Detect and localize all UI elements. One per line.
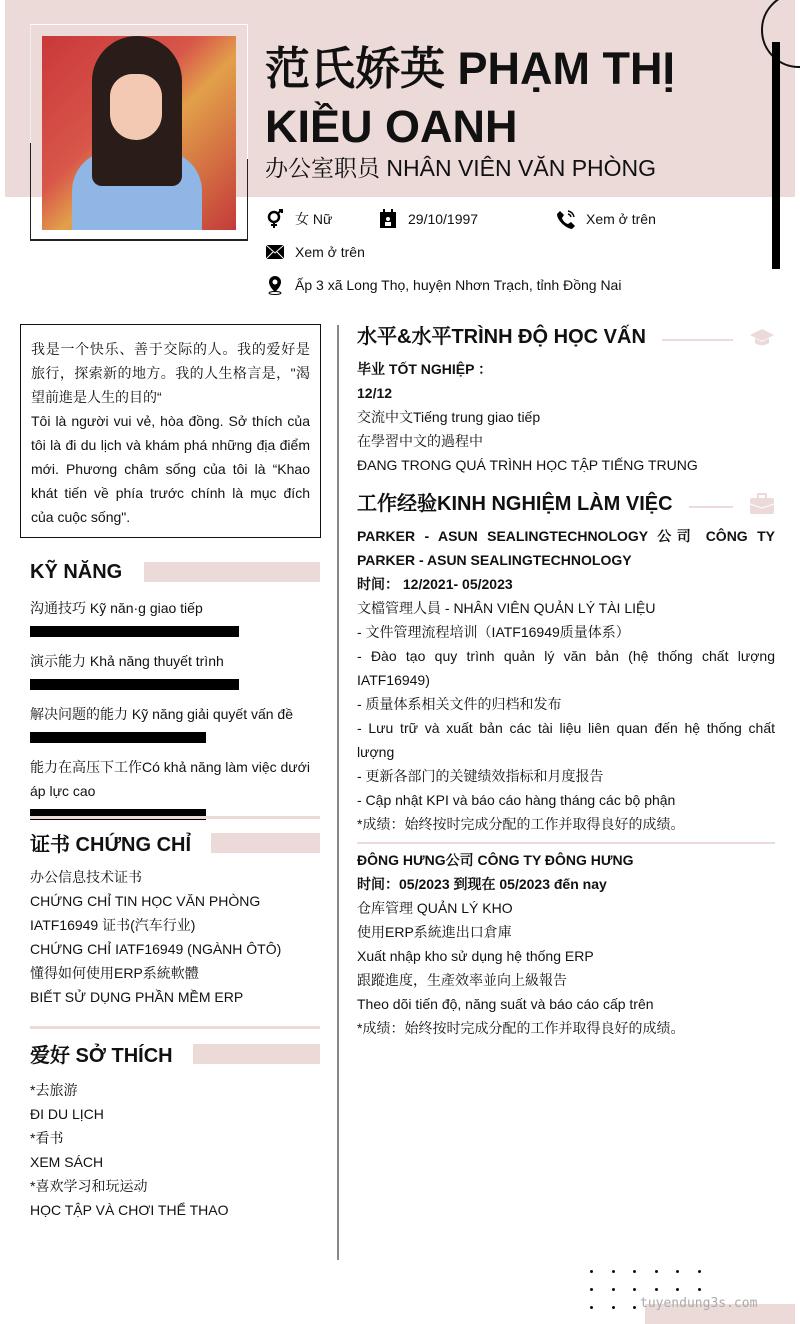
job-line: 跟蹤進度，生產效率並向上級報告 <box>357 972 567 988</box>
email-text: Xem ở trên <box>295 244 365 260</box>
job-line: 使用ERP系統進出口倉庫 <box>357 924 512 940</box>
job-line: - Cập nhật KPI và báo cáo hàng tháng các bộ phận <box>357 792 676 808</box>
bio-box <box>20 324 321 538</box>
section-accent <box>193 1044 320 1064</box>
job-company: PARKER - ASUN SEALINGTECHNOLOGY 公司 CÔNG TY PARKER - ASUN SEALINGTECHNOLOGY <box>357 528 775 568</box>
skill-label: 能力在高压下工作Có khả năng làm việc dưới áp lực cao <box>30 759 310 799</box>
job-company: ĐÔNG HƯNG公司 CÔNG TY ĐÔNG HƯNG <box>357 852 634 868</box>
education-grade: 12/12 <box>357 385 393 401</box>
hobby-item: XEM SÁCH <box>30 1154 104 1170</box>
location-pin-icon <box>265 275 285 295</box>
column-divider <box>337 325 339 1260</box>
education-section <box>357 325 775 477</box>
profile-photo <box>42 36 236 230</box>
education-degree: 毕业 TỐT NGHIỆP ： <box>357 361 493 377</box>
skill-label: 解决问题的能力 Kỹ năng giải quyết vấn đề <box>30 706 294 722</box>
job-line: - 质量体系相关文件的归档和发布 <box>357 696 562 712</box>
hobby-item: *去旅游 <box>30 1082 78 1098</box>
skill-level-bar <box>30 679 239 690</box>
dot <box>698 1288 701 1291</box>
gender-text: 女 Nữ <box>295 211 333 227</box>
section-accent <box>211 833 320 853</box>
email <box>265 242 365 262</box>
job-time: 时间： 12/2021- 05/2023 <box>357 576 513 592</box>
skill-level-bar <box>30 732 206 743</box>
bio-chinese: 我是一个快乐、善于交际的人。我的爱好是旅行，探索新的地方。我的人生格言是，"渴望前進是人生的目的“ <box>31 341 310 405</box>
birthday-text: 29/10/1997 <box>408 211 479 227</box>
skills-section <box>30 560 320 832</box>
dot <box>655 1270 658 1273</box>
certificate-item: BIẾT SỬ DỤNG PHẦN MỀM ERP <box>30 989 244 1005</box>
graduation-cap-icon <box>749 327 775 347</box>
job-time: 时间：05/2023 到现在 05/2023 đến nay <box>357 876 607 892</box>
job-line: 文檔管理人員 - NHÂN VIÊN QUẢN LÝ TÀI LIỆU <box>357 600 656 616</box>
envelope-icon <box>265 242 285 262</box>
job-line: - Lưu trữ và xuất bản các tài liệu liên quan đến hệ thống chất lượng <box>357 720 775 760</box>
certificate-item: 办公信息技术证书 <box>30 869 142 885</box>
education-line: ĐANG TRONG QUÁ TRÌNH HỌC TẬP TIẾNG TRUNG <box>357 457 698 473</box>
dot <box>676 1270 679 1273</box>
watermark: tuyendung3s.com <box>640 1296 758 1311</box>
dot <box>655 1288 658 1291</box>
dot <box>612 1306 615 1309</box>
birthday <box>378 209 478 229</box>
candidate-name: 范氏娇英 PHẠM THỊ KIỀU OANH <box>265 43 675 152</box>
skill-level-bar <box>30 626 239 637</box>
divider <box>30 1026 320 1029</box>
certificate-item: 懂得如何使用ERP系統軟體 <box>30 965 199 981</box>
skill-label: 沟通技巧 Kỹ năn·g giao tiếp <box>30 600 203 616</box>
hobby-item: ĐI DU LỊCH <box>30 1106 104 1122</box>
phone <box>556 209 656 229</box>
experience-title: 工作经验KINH NGHIỆM LÀM VIỆC <box>357 493 673 515</box>
education-title: 水平&水平TRÌNH ĐỘ HỌC VẤN <box>357 326 646 348</box>
address <box>265 275 621 295</box>
certificates-title: 证书 CHỨNG CHỈ <box>30 834 192 856</box>
skills-title: KỸ NĂNG <box>30 561 123 583</box>
dot <box>612 1288 615 1291</box>
dot <box>590 1306 593 1309</box>
gender <box>265 209 332 229</box>
job-entry <box>357 524 775 836</box>
hobbies-title: 爱好 SỞ THÍCH <box>30 1045 173 1067</box>
phone-icon <box>556 209 576 229</box>
job-line: *成绩：始终按时完成分配的工作并取得良好的成绩。 <box>357 816 685 832</box>
dot <box>676 1288 679 1291</box>
certificate-item: CHỨNG CHỈ TIN HỌC VĂN PHÒNG <box>30 893 261 909</box>
hobby-item: *喜欢学习和玩运动 <box>30 1178 148 1194</box>
job-line: 仓库管理 QUẢN LÝ KHO <box>357 900 513 916</box>
skill-label: 演示能力 Khả năng thuyết trình <box>30 653 224 669</box>
address-text: Ấp 3 xã Long Thọ, huyện Nhơn Trạch, tỉnh Đồng Nai <box>295 277 622 293</box>
job-line: - 文件管理流程培训（IATF16949质量体系） <box>357 624 630 640</box>
decorative-bar <box>772 42 780 269</box>
job-title: 办公室职员 NHÂN VIÊN VĂN PHÒNG <box>265 155 657 181</box>
job-line: - 更新各部门的关键绩效指标和月度报告 <box>357 768 604 784</box>
education-line: 交流中文Tiếng trung giao tiếp <box>357 409 541 425</box>
dot <box>698 1270 701 1273</box>
education-line: 在學習中文的過程中 <box>357 433 483 449</box>
hobby-item: *看书 <box>30 1130 64 1146</box>
job-entry <box>357 842 775 1040</box>
job-line: *成绩：始终按时完成分配的工作并取得良好的成绩。 <box>357 1020 685 1036</box>
phone-text: Xem ở trên <box>586 211 656 227</box>
job-line: Xuất nhập kho sử dụng hệ thống ERP <box>357 948 594 964</box>
certificate-item: CHỨNG CHỈ IATF16949 (NGÀNH ÔTÔ) <box>30 941 282 957</box>
hobby-item: HỌC TẬP VÀ CHƠI THỂ THAO <box>30 1202 229 1218</box>
dot <box>590 1270 593 1273</box>
dot <box>612 1270 615 1273</box>
dot <box>633 1270 636 1273</box>
job-line: Theo dõi tiến độ, năng suất và báo cáo cấp trên <box>357 996 654 1012</box>
dot <box>590 1288 593 1291</box>
divider <box>30 816 320 819</box>
section-accent <box>144 562 320 582</box>
hobbies-section <box>30 1044 320 1222</box>
experience-section <box>357 492 775 1040</box>
job-line: - Đào tạo quy trình quản lý văn bản (hệ thống chất lượng IATF16949) <box>357 648 775 688</box>
certificate-item: IATF16949 证书(汽车行业) <box>30 917 196 933</box>
briefcase-icon <box>749 493 775 515</box>
gender-icon <box>265 209 285 229</box>
certificates-section <box>30 833 320 1009</box>
calendar-icon <box>378 209 398 229</box>
dot <box>633 1306 636 1309</box>
bio-vietnamese: Tôi là người vui vẻ, hòa đồng. Sở thích của tôi là đi du lịch và khám phá những địa điểm mới. Phương châm sống của tôi là “Khao khát tiến về phía trước chính là mục đích của cuộc sống". <box>31 413 310 525</box>
dot <box>633 1288 636 1291</box>
